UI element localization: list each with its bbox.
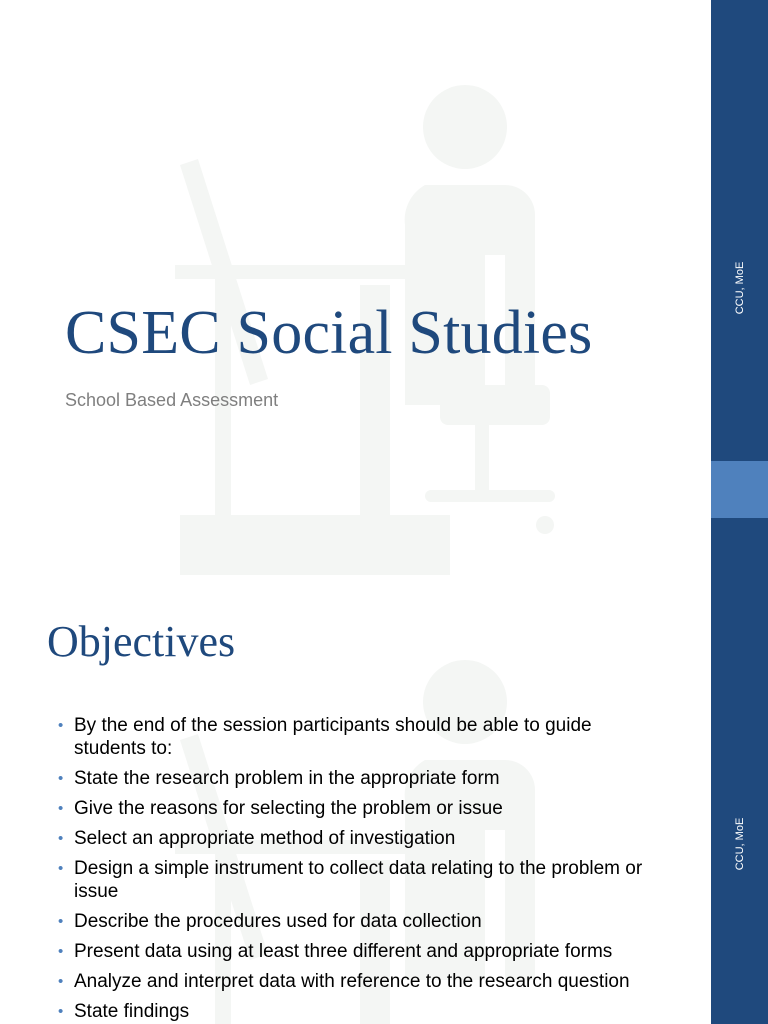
sidebar-accent bbox=[711, 461, 768, 518]
objectives-list bbox=[58, 714, 668, 1024]
bullet-dot-icon: • bbox=[58, 973, 64, 990]
list-item bbox=[58, 797, 668, 820]
bullet-dot-icon: • bbox=[58, 913, 64, 930]
sidebar-bar bbox=[711, 580, 768, 1024]
list-item-text: Analyze and interpret data with reference to the research question bbox=[74, 971, 630, 992]
list-item-text: State the research problem in the appropriate form bbox=[74, 768, 500, 789]
list-item-text: State findings bbox=[74, 1001, 190, 1022]
slide-subtitle: School Based Assessment bbox=[65, 390, 279, 410]
list-item bbox=[58, 1000, 668, 1023]
bullet-dot-icon: • bbox=[58, 800, 64, 817]
list-item-text: Present data using at least three different and appropriate forms bbox=[74, 941, 613, 962]
bullet-dot-icon: • bbox=[58, 830, 64, 847]
list-item bbox=[58, 827, 668, 850]
sidebar-label: CCU, MoE bbox=[733, 817, 746, 871]
list-item bbox=[58, 940, 668, 963]
list-item bbox=[58, 767, 668, 790]
list-item bbox=[58, 910, 668, 933]
list-item-text: By the end of the session participants should be able to guide students to: bbox=[74, 715, 592, 759]
list-item bbox=[58, 714, 668, 760]
list-item-text: Select an appropriate method of investigation bbox=[74, 828, 456, 849]
slide-title: CSEC Social Studies bbox=[65, 299, 593, 367]
bullet-dot-icon: • bbox=[58, 860, 64, 877]
slide-heading: Objectives bbox=[47, 617, 236, 666]
list-item-text: Design a simple instrument to collect data relating to the problem or issue bbox=[74, 858, 643, 902]
bullet-dot-icon: • bbox=[58, 770, 64, 787]
bullet-dot-icon: • bbox=[58, 717, 64, 734]
list-item-text: Describe the procedures used for data collection bbox=[74, 911, 482, 932]
list-item bbox=[58, 970, 668, 993]
bullet-dot-icon: • bbox=[58, 943, 64, 960]
objectives-slide bbox=[0, 580, 768, 1024]
bullet-dot-icon: • bbox=[58, 1003, 64, 1020]
list-item-text: Give the reasons for selecting the problem or issue bbox=[74, 798, 503, 819]
sidebar-bar bbox=[711, 0, 768, 580]
sidebar-label: CCU, MoE bbox=[733, 261, 746, 315]
list-item bbox=[58, 857, 668, 903]
